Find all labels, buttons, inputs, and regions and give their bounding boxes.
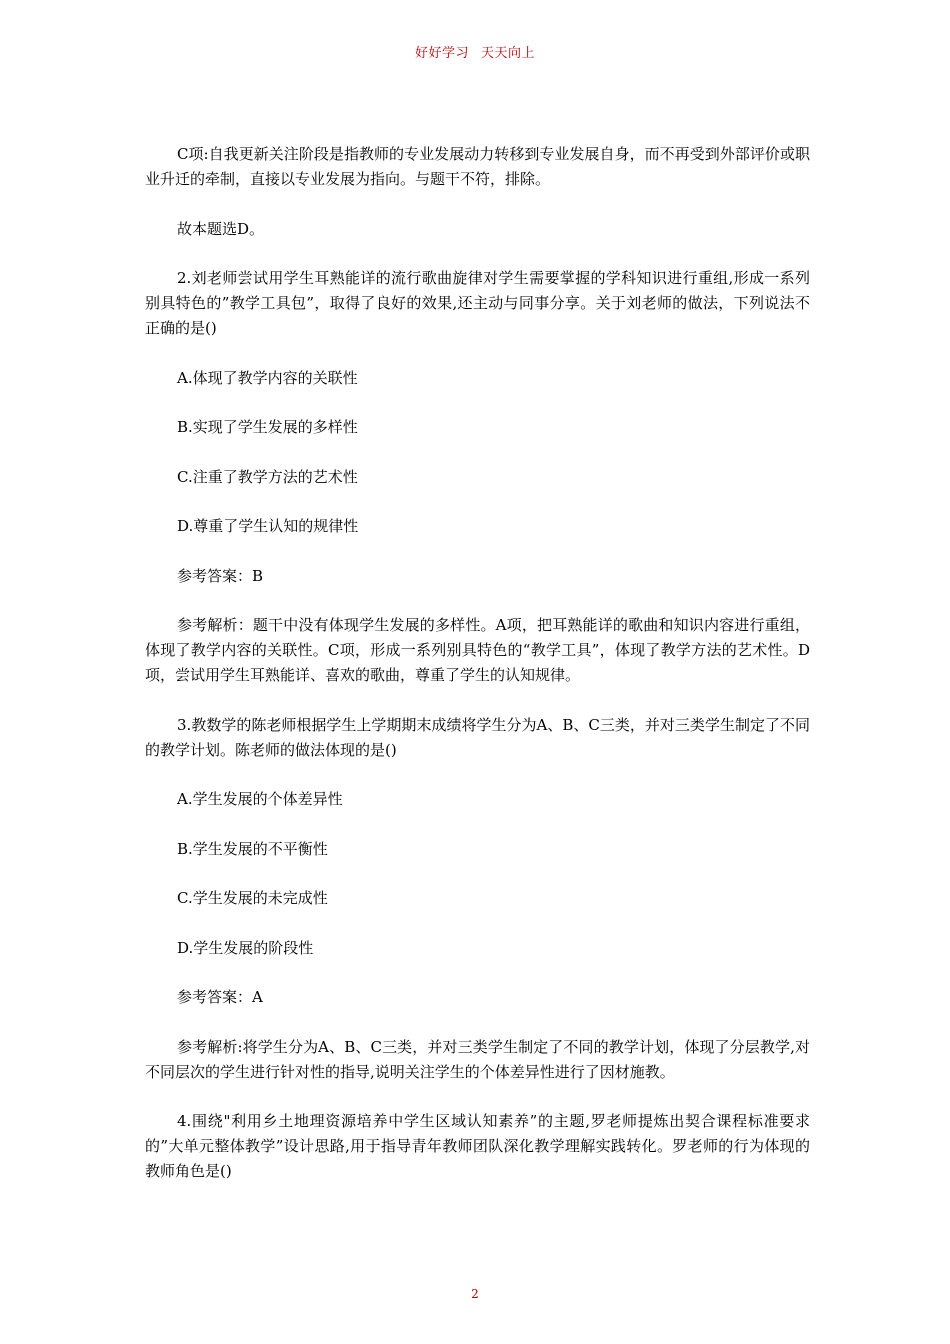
question-2-option-a: A.体现了教学内容的关联性 [177,368,358,387]
question-3-option-a: A.学生发展的个体差异性 [177,790,343,808]
page-header [0,42,950,61]
page-number: 2 [471,1287,479,1301]
paragraph-option-c-explanation: C项:自我更新关注阶段是指教师的专业发展动力转移到专业发展自身，而不再受到外部评价或职业升迁的牵制，直接以专业发展为指向。与题干不符，排除。 [145,145,810,188]
question-2-option-c: C.注重了教学方法的艺术性 [177,467,358,486]
header-motto-left: 好好学习 [414,46,469,61]
question-2-answer: 参考答案：B [177,566,264,585]
question-3-stem: 3.教数学的陈老师根据学生上学期期末成绩将学生分为A、B、C三类，并对三类学生制定了不同的教学计划。陈老师的做法体现的是() [145,715,810,759]
question-2-option-b: B.实现了学生发展的多样性 [177,418,358,436]
question-3-answer: 参考答案：A [177,988,263,1006]
question-2-stem: 2.刘老师尝试用学生耳熟能详的流行歌曲旋律对学生需要掌握的学科知识进行重组,形成一系列别具特色的”教学工具包”，取得了良好的效果,还主动与同事分享。关于刘老师的做法，下列说法不正确的是() [145,269,810,337]
question-4-stem: 4.围绕"利用乡土地理资源培养中学生区域认知素养”的主题,罗老师提炼出契合课程标准要求的”大单元整体教学”设计思路,用于指导青年教师团队深化教学理解实践转化。罗老师的行为体现的教师角色是() [145,1112,810,1180]
question-3-option-c: C.学生发展的未完成性 [177,889,328,907]
document-body [145,142,810,1209]
question-3-analysis: 参考解析:将学生分为A、B、C三类，并对三类学生制定了不同的教学计划，体现了分层教学,对不同层次的学生进行针对性的指导,说明关注学生的个体差异性进行了因材施教。 [145,1037,810,1081]
question-2-analysis: 参考解析：题干中没有体现学生发展的多样性。A项，把耳熟能详的歌曲和知识内容进行重组，体现了教学内容的关联性。C项，形成一系列别具特色的“教学工具”，体现了教学方法的艺术性。D项，尝试用学生耳熟能详、喜欢的歌曲，尊重了学生的认知规律。 [145,616,810,684]
question-2-option-d: D.尊重了学生认知的规律性 [177,517,359,535]
paragraph-answer-conclusion: 故本题选D。 [177,219,265,238]
question-3-option-b: B.学生发展的不平衡性 [177,839,328,858]
header-motto-right: 天天向上 [481,46,536,61]
question-3-option-d: D.学生发展的阶段性 [177,938,314,957]
